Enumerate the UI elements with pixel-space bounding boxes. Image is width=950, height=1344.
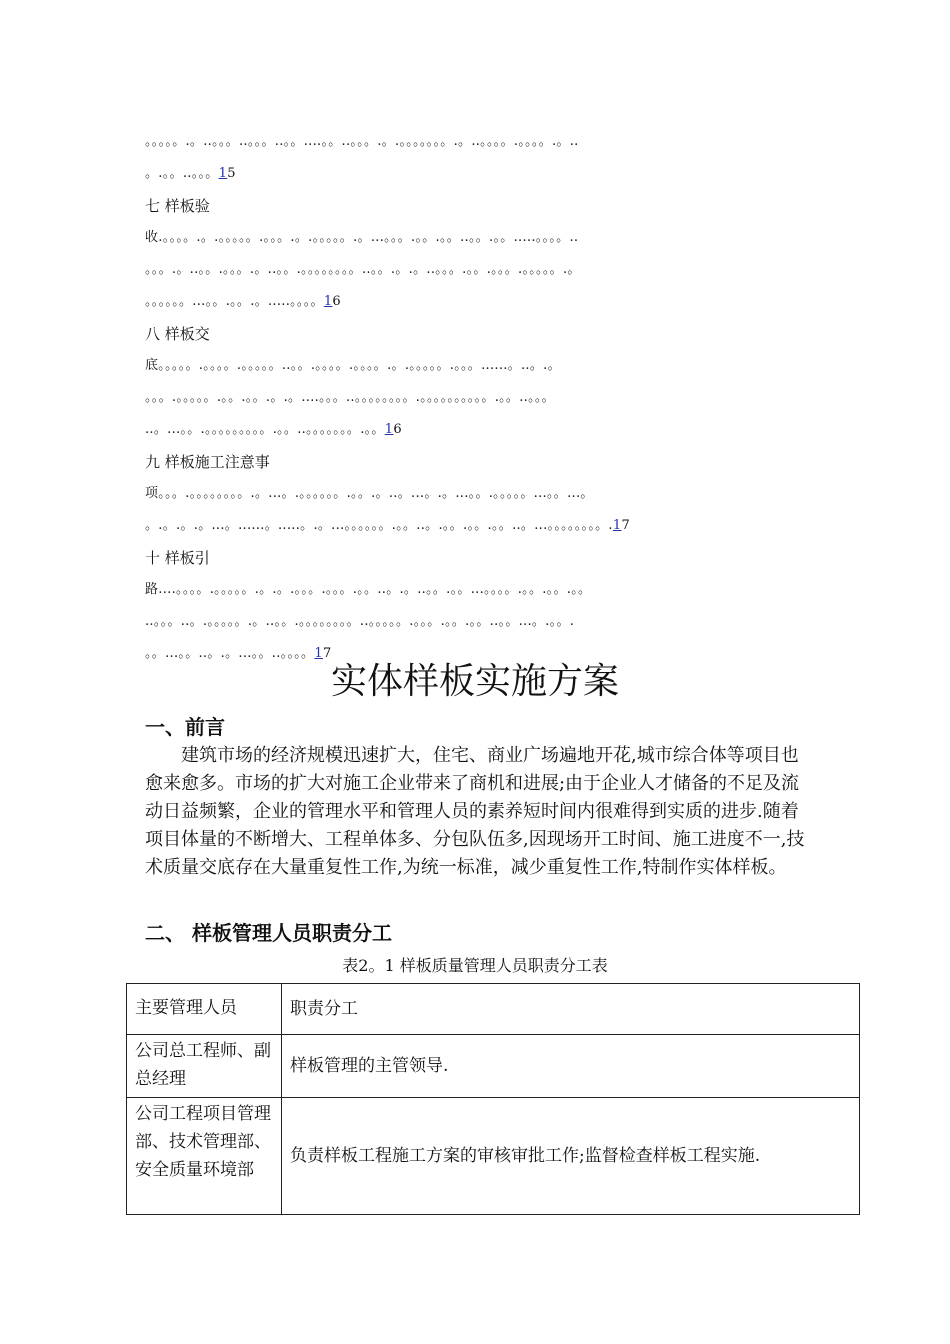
toc-text: 底。。。。。.。。。。.。。。。。..。。.。。。。.。。。。.。.。。。。。.。。。......。..。.。 [145, 358, 561, 373]
toc-text: 七 样板验 [145, 197, 210, 215]
toc-text: 。。。.。..。。.。。。.。..。。.。。。。。。。。..。。.。.。..。。。.。。.。。。.。。。。。.。 [145, 262, 581, 277]
toc-leader-line [145, 606, 815, 638]
table-row [127, 1098, 860, 1215]
toc-page-number: 7 [621, 518, 631, 533]
toc-page-link[interactable]: 1 [384, 422, 394, 437]
toc-text: 。。...。。..。.。...。。..。。。。 [145, 646, 315, 661]
table-cell-duty: 样板管理的主管领导. [282, 1035, 860, 1098]
duty-table [126, 983, 860, 1215]
document-title: 实体样板实施方案 [330, 661, 619, 702]
toc-text: 。。。。。.。..。。。..。。。..。。....。。..。。。.。.。。。。。。。.。..。。。。.。。。。.。.. [145, 134, 579, 149]
toc-text: ..。。。..。.。。。。。.。..。。.。。。。。。。。..。。。。。.。。。.。。.。。..。。...。.。。. [145, 614, 575, 629]
toc-entry-title [145, 446, 815, 478]
table-row [127, 1035, 860, 1098]
toc-entry-title [145, 318, 815, 350]
toc-text: 九 样板施工注意事 [145, 453, 270, 471]
toc-leader-line [145, 254, 815, 286]
table-cell-role: 公司总工程师、副总经理 [127, 1035, 282, 1098]
toc-page-link[interactable]: 1 [612, 518, 622, 533]
toc-leader-line [145, 350, 815, 382]
toc-page-number: 6 [393, 422, 402, 437]
toc-text: 路....。。。。.。。。。。.。.。.。。。.。。。.。。..。.。..。。.。。...。。。。.。。.。。.。。 [145, 582, 592, 597]
table-header-cell: 主要管理人员 [127, 984, 282, 1035]
toc-text: 。。。。。。...。。.。。.。.....。。。。 [145, 294, 324, 309]
table-caption: 表2。1 样板质量管理人员职责分工表 [342, 956, 608, 975]
toc-page-number: 6 [332, 294, 341, 309]
toc-leader-line [145, 158, 815, 190]
table-of-contents [145, 126, 815, 670]
table-cell-role: 公司工程项目管理部、技术管理部、安全质量环境部 [127, 1098, 282, 1215]
toc-entry-title [145, 190, 815, 222]
toc-text: 。.。.。.。...。......。.....。.。...。。。。。。.。。..。.。。.。。.。。..。...。。。。。。。。. [145, 518, 613, 533]
section-heading-preface: 一、前言 [145, 715, 225, 739]
toc-leader-line [145, 574, 815, 606]
table-header-cell: 职责分工 [282, 984, 860, 1035]
preface-text: 建筑市场的经济规模迅速扩大，住宅、商业广场遍地开花,城市综合体等项目也愈来愈多。市场的扩大对施工企业带来了商机和进展;由于企业人才储备的不足及流动日益频繁，企业的管理水平和管理人员的素养短时间内很难得到实质的进步.随着项目体量的不断增大、工程单体多、分包队伍多,因现场开工时间、施工进度不一,技术质量交底存在大量重复性工作,为统一标准，减少重复性工作,特制作实体样板。 [145, 745, 805, 878]
toc-text: 。.。。..。。。 [145, 166, 219, 181]
toc-leader-line [145, 478, 815, 510]
table-cell-duty: 负责样板工程施工方案的审核审批工作;监督检查样板工程实施. [282, 1098, 860, 1215]
toc-page-number: 7 [322, 646, 332, 661]
toc-leader-line [145, 286, 815, 318]
section-heading-duties: 二、 样板管理人员职责分工 [145, 921, 392, 945]
toc-page-link[interactable]: 1 [323, 294, 333, 309]
toc-text: 八 样板交 [145, 325, 210, 343]
toc-leader-line [145, 414, 815, 446]
toc-entry-title [145, 542, 815, 574]
toc-text: 项。。。.。。。。。。。。.。...。.。。。。。。.。。.。..。...。.。...。。.。。。。。...。。...。 [145, 486, 594, 501]
toc-page-link[interactable]: 1 [314, 646, 323, 661]
toc-page-link[interactable]: 1 [218, 166, 228, 181]
toc-leader-line [145, 222, 815, 254]
toc-text: 收.。。。。.。.。。。。。.。。。.。.。。。。。.。...。。。.。。.。。..。。.。。.....。。。。.. [145, 230, 579, 245]
toc-text: 。。。.。。。。。.。。.。。.。.。....。。。..。。。。。。。。.。。。。。。。。。。.。。..。。。 [145, 390, 555, 405]
toc-text: 十 样板引 [145, 549, 210, 567]
toc-text: ..。...。。.。。。。。。。。。.。。..。。。。。。。.。。 [145, 422, 385, 437]
toc-leader-line [145, 510, 815, 542]
toc-leader-line [145, 382, 815, 414]
preface-paragraph [145, 742, 810, 882]
table-header-row [127, 984, 860, 1035]
toc-leader-line [145, 126, 815, 158]
toc-page-number: 5 [227, 166, 236, 181]
